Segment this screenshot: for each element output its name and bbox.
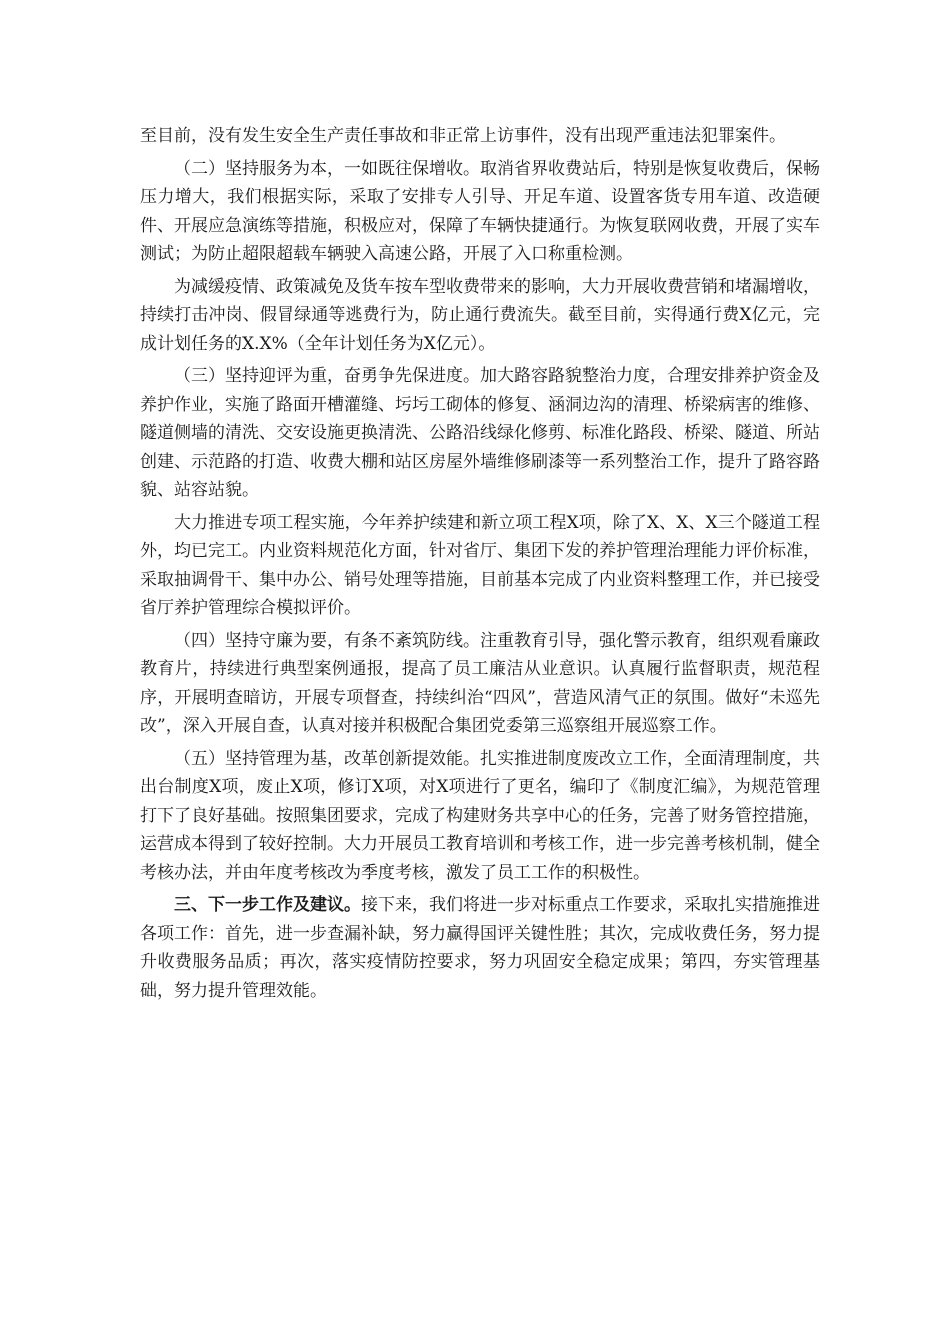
paragraph-section-three <box>140 362 820 505</box>
paragraph-continuation <box>140 122 820 151</box>
paragraph-section-four <box>140 627 820 741</box>
paragraph-toll-revenue <box>140 273 820 359</box>
paragraph-text: （二）坚持服务为本，一如既往保增收。取消省界收费站后，特别是恢复收费后，保畅压力增大，我们根据实际，采取了安排专人引导、开足车道、设置客货专用车道、改造硬件、开展应急演练等措施，积极应对，保障了车辆快捷通行。为恢复联网收费，开展了实车测试；为防止超限超载车辆驶入高速公路，开展了入口称重检测。 <box>140 158 820 264</box>
paragraph-text: 为减缓疫情、政策减免及货车按车型收费带来的影响，大力开展收费营销和堵漏增收，持续打击冲岗、假冒绿通等逃费行为，防止通行费流失。截至目前，实得通行费X亿元，完成计划任务的X.X%（全年计划任务为X亿元）。 <box>140 276 820 354</box>
paragraph-text: （三）坚持迎评为重，奋勇争先保进度。加大路容路貌整治力度，合理安排养护资金及养护作业，实施了路面开槽灌缝、圬圬工砌体的修复、涵洞边沟的清理、桥梁病害的维修、隧道侧墙的清洗、交安设施更换清洗、公路沿线绿化修剪、标准化路段、桥梁、隧道、所站创建、示范路的打造、收费大棚和站区房屋外墙维修刷漆等一系列整治工作，提升了路容路貌、站容站貌。 <box>140 366 820 500</box>
paragraph-text: 接下来，我们将进一步对标重点工作要求，采取扎实措施推进各项工作：首先，进一步查漏补缺，努力赢得国评关键性胜；其次，完成收费任务，努力提升收费服务品质；再次，落实疫情防控要求，努力巩固安全稳定成果；第四，夯实管理基础，努力提升管理效能。 <box>140 895 820 1001</box>
paragraph-text: 大力推进专项工程实施，今年养护续建和新立项工程X项，除了X、X、X三个隧道工程外，均已完工。内业资料规范化方面，针对省厅、集团下发的养护管理治理能力评价标准，采取抽调骨干、集中办公、销号处理等措施，目前基本完成了内业资料整理工作，并已接受省厅养护管理综合模拟评价。 <box>140 512 820 618</box>
paragraph-section-five <box>140 745 820 888</box>
paragraph-text: （五）坚持管理为基，改革创新提效能。扎实推进制度废改立工作，全面清理制度，共出台制度X项，废止X项，修订X项，对X项进行了更名，编印了《制度汇编》，为规范管理打下了良好基础。按照集团要求，完成了构建财务共享中心的任务，完善了财务管控措施，运营成本得到了较好控制。大力开展员工教育培训和考核工作，进一步完善考核机制，健全考核办法，并由年度考核改为季度考核，激发了员工工作的积极性。 <box>140 748 820 883</box>
paragraph-text: （四）坚持守廉为要，有条不紊筑防线。注重教育引导，强化警示教育，组织观看廉政教育片，持续进行典型案例通报，提高了员工廉洁从业意识。认真履行监督职责，规范程序，开展明查暗访，开展专项督查，持续纠治“四风”，营造风清气正的氛围。做好“未巡先改”，深入开展自查，认真对接并积极配合集团党委第三巡察组开展巡察工作。 <box>140 630 820 736</box>
paragraph-next-steps <box>140 891 820 1005</box>
paragraph-text: 至目前，没有发生安全生产责任事故和非正常上访事件，没有出现严重违法犯罪案件。 <box>140 126 786 146</box>
paragraph-special-projects <box>140 509 820 623</box>
section-heading: 三、下一步工作及建议。 <box>174 895 361 915</box>
document-body <box>140 122 820 1009</box>
paragraph-section-two <box>140 155 820 269</box>
